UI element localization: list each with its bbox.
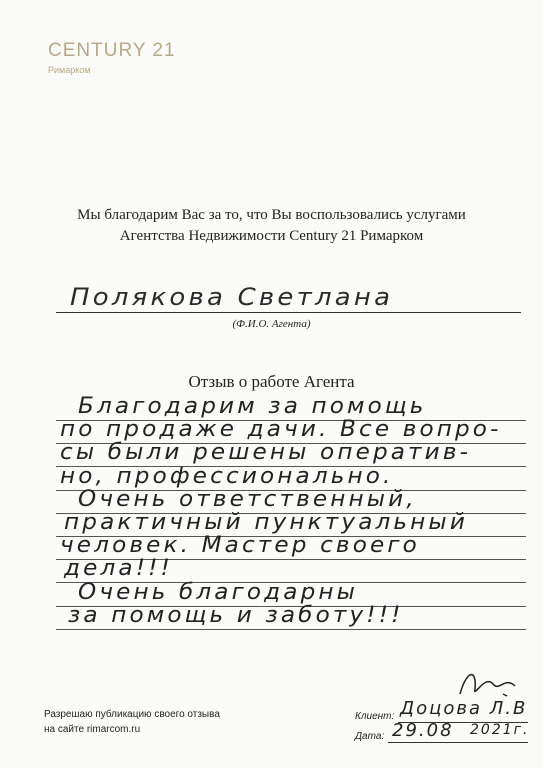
publication-permission	[44, 707, 220, 737]
permission-line-2: на сайте rimarcom.ru	[44, 724, 141, 735]
review-handwritten-line: Очень благодарны	[78, 579, 359, 605]
agent-caption: (Ф.И.О. Агента)	[232, 318, 311, 330]
agent-name-handwritten: Полякова Светлана	[70, 283, 394, 311]
review-handwritten-line: Благодарим за помощь	[78, 394, 427, 419]
century21-logo	[48, 40, 176, 75]
agent-name-line	[56, 312, 521, 313]
date-value: 29.08	[392, 720, 454, 741]
date-label: Дата:	[355, 731, 385, 742]
permission-line-1: Разрешаю публикацию своего отзыва	[44, 709, 220, 720]
review-handwritten-line: дела!!!	[64, 556, 173, 582]
intro-line-2: Агентства Недвижимости Century 21 Римарком	[119, 228, 424, 244]
review-title: Отзыв о работе Агента	[188, 372, 355, 391]
year-value: 2021г.	[470, 722, 530, 738]
client-value: Доцова Л.В	[400, 698, 528, 719]
review-handwritten-line: человек. Мастер своего	[60, 533, 420, 559]
review-handwritten-line: сы были решены оператив-	[60, 440, 472, 466]
client-label: Клиент:	[355, 711, 395, 722]
intro-line-1: Мы благодарим Вас за то, что Вы воспользовались услугами	[77, 207, 466, 223]
date-field-line	[388, 742, 528, 743]
review-handwritten-line: практичный пунктуальный	[64, 510, 468, 535]
review-handwritten-line: за помощь и заботу!!!	[68, 602, 404, 628]
logo-office: Римарком	[48, 65, 91, 75]
review-handwritten-line: но, профессионально.	[60, 463, 394, 489]
review-handwritten-line: по продаже дачи. Все вопро-	[60, 417, 502, 443]
review-handwritten-line: Очень ответственный,	[78, 486, 417, 512]
review-rule-line	[56, 629, 526, 630]
logo-brand: CENTURY 21	[48, 40, 176, 61]
intro-text	[0, 205, 543, 247]
